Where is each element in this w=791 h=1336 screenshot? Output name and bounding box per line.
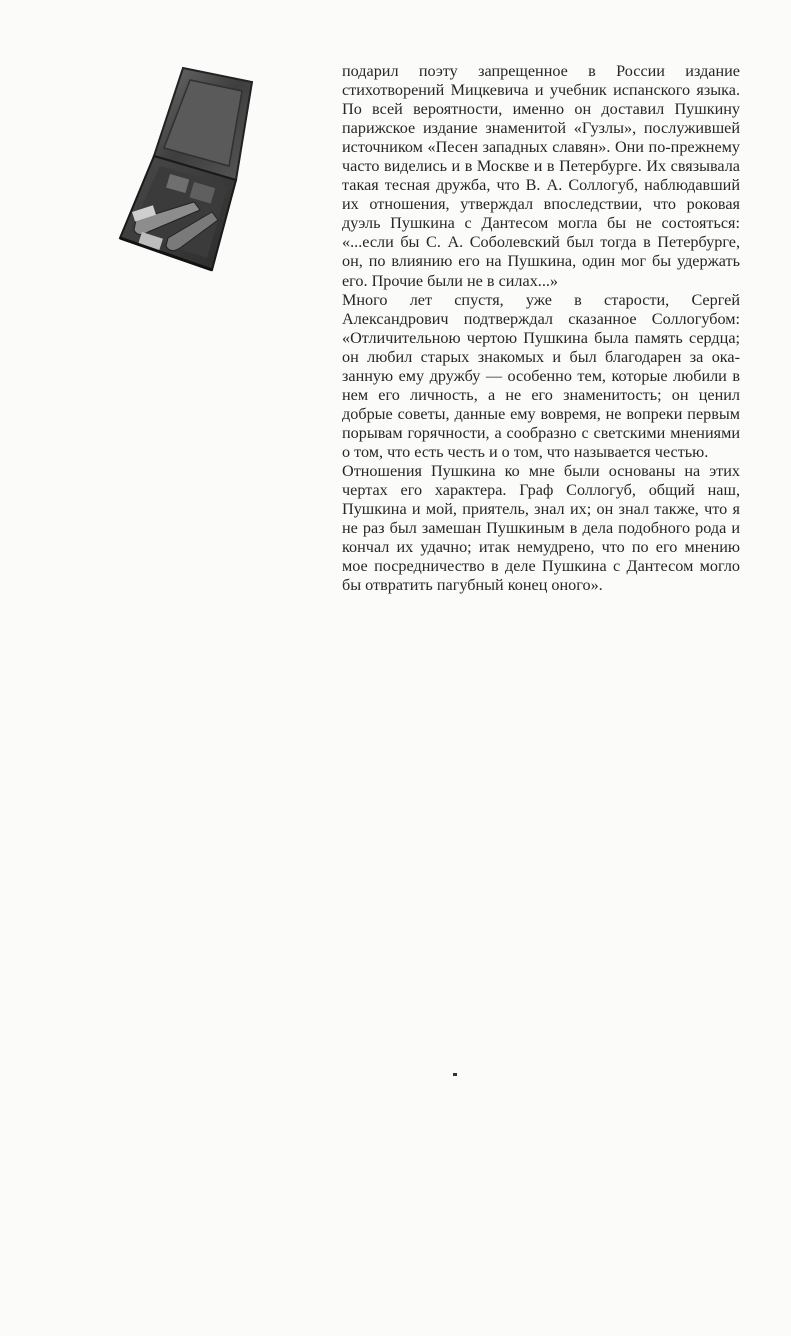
pistol-case-illustration bbox=[108, 62, 258, 292]
paragraph: подарил поэту запрещенное в России издание стихотворений Мицкевича и учебник испанского языка. По всей вероятности, именно он доставил Пушкину парижское издание знаменитой «Гузлы», послужившей источником «Песен западных славян». Они по-прежнему часто виделись и в Москве и в Петербурге. Их связывала такая тесная дружба, что В. А. Соллогуб, наблюдавший их отношения, утверждал впоследствии, что роковая дуэль Пушкина с Дантесом могла бы не состояться: «...если бы С. А. Соболевский был тогда в Петербурге, он, по влиянию его на Пушкина, один мог бы удержать его. Прочие были не в силах...» bbox=[342, 62, 740, 290]
article-text bbox=[342, 62, 740, 595]
pistol-case-image bbox=[108, 62, 258, 292]
paragraph: Много лет спустя, уже в старости, Сергей Александрович подтверждал сказанное Соллогубом: «Отличительною чертою Пушкина была память сердца; он любил старых знакомых и был благодарен за оказанную ему дружбу — особенно тем, которые любили в нем его личность, а не его знаменитость; он ценил добрые советы, данные ему вовремя, не вопреки первым порывам горячности, а сообразно с светскими мнениями о том, что есть честь и о том, что называется честью. bbox=[342, 290, 740, 461]
print-speck bbox=[453, 1073, 457, 1076]
paragraph: Отношения Пушкина ко мне были основаны на этих чертах его характера. Граф Соллогуб, общий наш, Пушкина и мой, приятель, знал их; он знал также, что я не раз был замешан Пушкиным в дела подобного рода и кончал их удачно; итак немудрено, что по его мнению мое посредничество в деле Пушкина с Дантесом могло бы отвратить пагубный конец оного». bbox=[342, 461, 740, 595]
